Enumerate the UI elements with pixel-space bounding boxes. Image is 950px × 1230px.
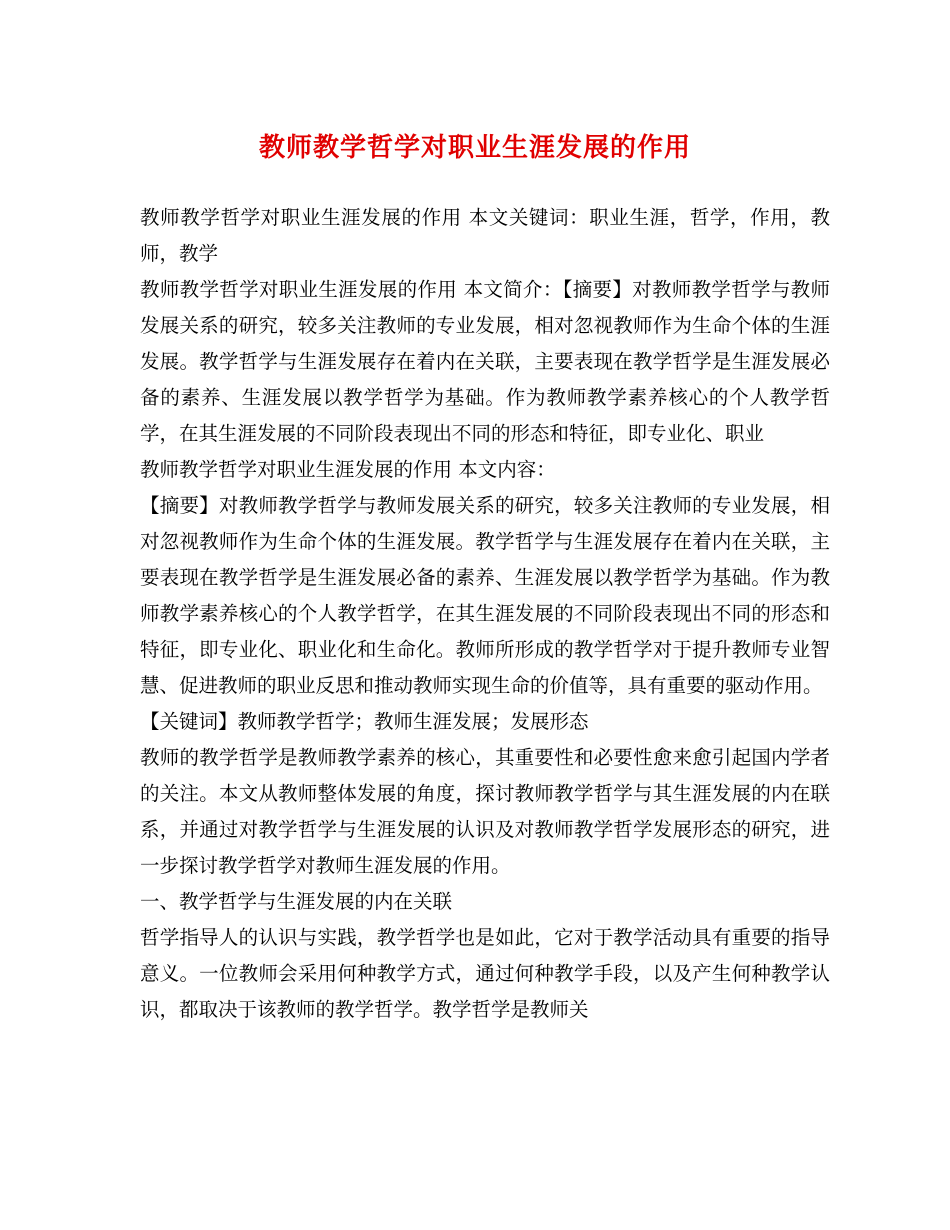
- paragraph-section-1: 哲学指导人的认识与实践，教学哲学也是如此，它对于教学活动具有重要的指导意义。一位教师会采用何种教学方式，通过何种教学手段，以及产生何种教学认识，都取决于该教师的教学哲学。教学哲学是教师关: [140, 926, 830, 1021]
- document-body: [140, 200, 830, 1028]
- paragraph-content-heading: 教师教学哲学对职业生涯发展的作用 本文内容：: [140, 458, 556, 481]
- paragraph-abstract: 【摘要】对教师教学哲学与教师发展关系的研究，较多关注教师的专业发展，相对忽视教师作为生命个体的生涯发展。教学哲学与生涯发展存在着内在关联，主要表现在教学哲学是生涯发展必备的素养、生涯发展以教学哲学为基础。作为教师教学素养核心的个人教学哲学，在其生涯发展的不同阶段表现出不同的形态和特征，即专业化、职业化和生命化。教师所形成的教学哲学对于提升教师专业智慧、促进教师的职业反思和推动教师实现生命的价值等，具有重要的驱动作用。: [140, 494, 830, 697]
- paragraph-abstract-summary: 教师教学哲学对职业生涯发展的作用 本文简介：【摘要】对教师教学哲学与教师发展关系的研究，较多关注教师的专业发展，相对忽视教师作为生命个体的生涯发展。教学哲学与生涯发展存在着内在关联，主要表现在教学哲学是生涯发展必备的素养、生涯发展以教学哲学为基础。作为教师教学素养核心的个人教学哲学，在其生涯发展的不同阶段表现出不同的形态和特征，即专业化、职业: [140, 278, 830, 445]
- paragraph-keywords: 【关键词】教师教学哲学；教师生涯发展；发展形态: [140, 710, 589, 733]
- document-title: 教师教学哲学对职业生涯发展的作用: [258, 133, 691, 163]
- paragraph-introduction: 教师的教学哲学是教师教学素养的核心，其重要性和必要性愈来愈引起国内学者的关注。本文从教师整体发展的角度，探讨教师教学哲学与其生涯发展的内在联系，并通过对教学哲学与生涯发展的认识及对教师教学哲学发展形态的研究，进一步探讨教学哲学对教师生涯发展的作用。: [140, 746, 830, 877]
- section-heading-1: 一、教学哲学与生涯发展的内在关联: [140, 890, 453, 913]
- paragraph-keywords-summary: 教师教学哲学对职业生涯发展的作用 本文关键词：职业生涯，哲学，作用，教师，教学: [140, 206, 830, 265]
